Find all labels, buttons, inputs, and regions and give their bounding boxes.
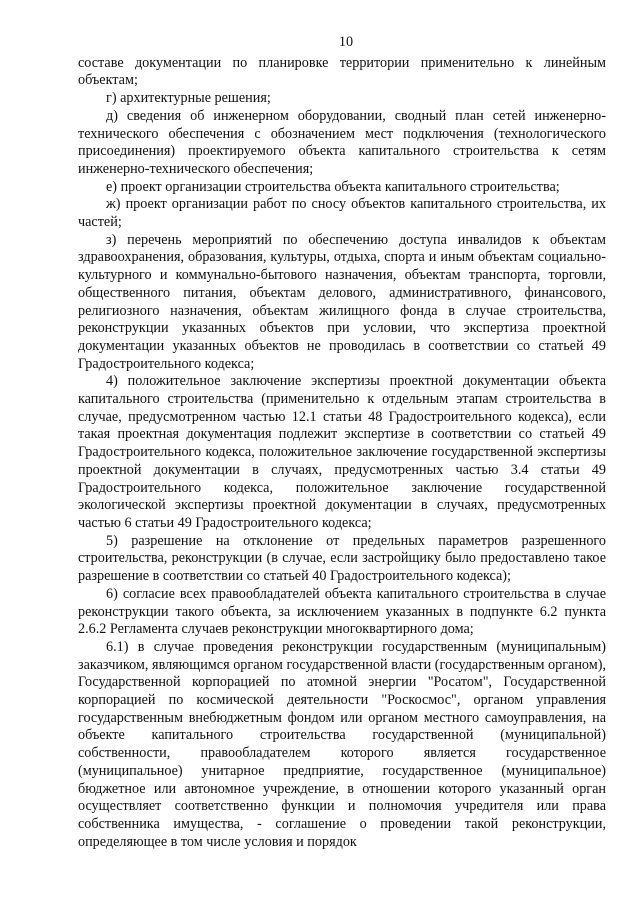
paragraph: составе документации по планировке территории применительно к линейным объектам;: [78, 54, 606, 89]
paragraph: д) сведения об инженерном оборудовании, сводный план сетей инженерно-технического обеспечения с обозначением мест подключения (технологического присоединения) проектируемого объекта капитального строительства к сетям инженерно-технического обеспечения;: [78, 107, 606, 177]
paragraph: е) проект организации строительства объекта капитального строительства;: [106, 178, 560, 195]
paragraph: г) архитектурные решения;: [106, 90, 271, 107]
paragraph: з) перечень мероприятий по обеспечению доступа инвалидов к объектам здравоохранения, образования, культуры, отдыха, спорта и иным объектам социально-культурного и коммунально-бытового назначения, объектам транспорта, торговли, общественного питания, объектам делового, административного, финансового, религиозного назначения, объектам жилищного фонда в случае строительства, реконструкции указанных объектов при условии, что экспертиза проектной документации указанных объектов не проводилась в соответствии со статьей 49 Градостроительного кодекса;: [78, 231, 606, 372]
paragraph: 6) согласие всех правообладателей объекта капитального строительства в случае реконструкции такого объекта, за исключением указанных в подпункте 6.2 пункта 2.6.2 Регламента случаев реконструкции многоквартирного дома;: [78, 585, 606, 638]
paragraph: 6.1) в случае проведения реконструкции государственным (муниципальным) заказчиком, являющимся органом государственной власти (государственным органом), Государственной корпорацией по атомной энергии "Росатом", Государственной корпорацией по космической деятельности "Роскосмос", органом управления государственным внебюджетным фондом или органом местного самоуправления, на объекте капитального строительства государственной (муниципальной) собственности, правообладателем которого является государственное (муниципальное) унитарное предприятие, государственное (муниципальное) бюджетное или автономное учреждение, в отношении которого указанный орган осуществляет соответственно функции и полномочия учредителя или права собственника имущества, - соглашение о проведении такой реконструкции, определяющее в том числе условия и порядок: [78, 638, 606, 850]
document-body: [78, 55, 606, 852]
page-number: 10: [338, 34, 354, 50]
paragraph: 4) положительное заключение экспертизы проектной документации объекта капитального строительства (применительно к отдельным этапам строительства в случае, предусмотренном частью 12.1 статьи 48 Градостроительного кодекса), если такая проектная документация подлежит экспертизе в соответствии со статьей 49 Градостроительного кодекса, положительное заключение государственной экспертизы проектной документации в случаях, предусмотренных частью 3.4 статьи 49 Градостроительного кодекса, положительное заключение государственной экологической экспертизы проектной документации в случаях, предусмотренных частью 6 статьи 49 Градостроительного кодекса;: [78, 373, 606, 531]
paragraph: 5) разрешение на отклонение от предельных параметров разрешенного строительства, реконструкции (в случае, если застройщику было предоставлено такое разрешение в соответствии со статьей 40 Градостроительного кодекса);: [78, 532, 606, 585]
paragraph: ж) проект организации работ по сносу объектов капитального строительства, их частей;: [78, 196, 606, 231]
